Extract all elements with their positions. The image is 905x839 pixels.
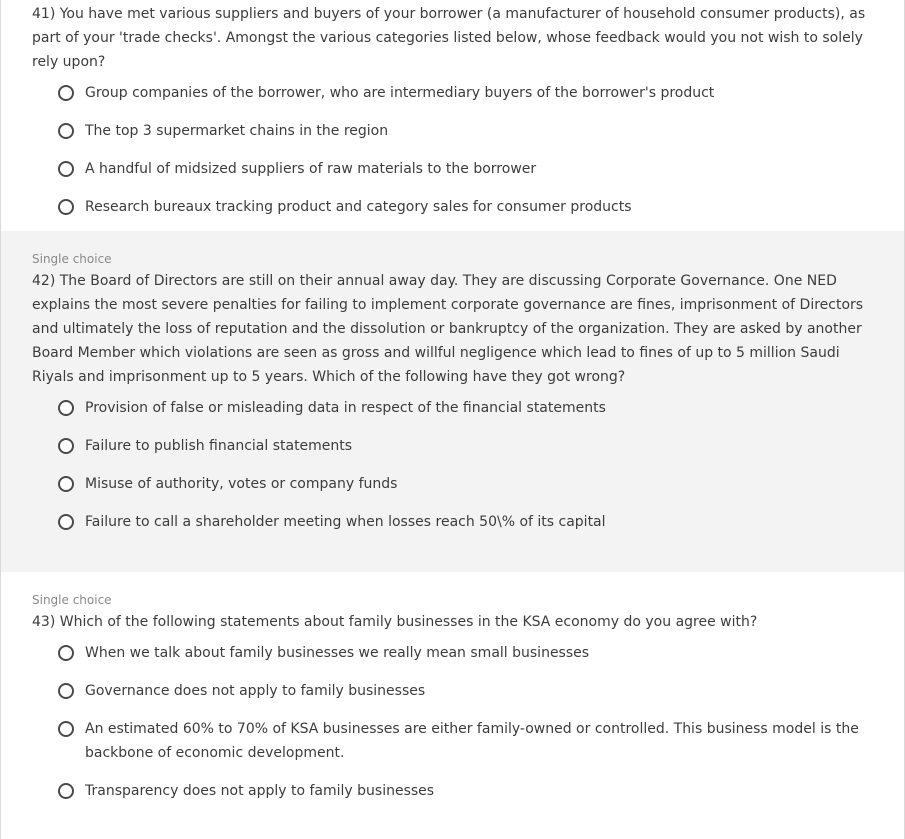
radio-button[interactable] (58, 683, 74, 699)
radio-button[interactable] (58, 721, 74, 737)
answer-options (32, 641, 874, 803)
radio-button[interactable] (58, 645, 74, 661)
radio-button[interactable] (58, 438, 74, 454)
answer-option[interactable] (32, 717, 874, 765)
question-text: 42) The Board of Directors are still on their annual away day. They are discussing Corporate Governance. One NED explains the most severe penalties for failing to implement corporate governance are fines, imprisonment of Directors and ultimately the loss of reputation and the dissolution or bankruptcy of the organization. They are asked by another Board Member which violations are seen as gross and willful negligence which lead to fines of up to 5 million Saudi Riyals and imprisonment up to 5 years. Which of the following have they got wrong? (32, 273, 864, 385)
answer-option[interactable] (32, 510, 874, 534)
question-type-label: Single choice (32, 252, 112, 266)
radio-button[interactable] (58, 85, 74, 101)
answer-option[interactable] (32, 779, 874, 803)
question-41 (1, 0, 904, 231)
radio-button[interactable] (58, 400, 74, 416)
question-text: 43) Which of the following statements about family businesses in the KSA economy do you agree with? (32, 614, 758, 630)
question-type-label: Single choice (32, 593, 112, 607)
answer-options (32, 396, 874, 534)
answer-option[interactable] (32, 472, 874, 496)
option-label: Failure to call a shareholder meeting when losses reach 50\% of its capital (85, 514, 606, 530)
option-label: Failure to publish financial statements (85, 438, 353, 454)
question-text: 41) You have met various suppliers and buyers of your borrower (a manufacturer of household consumer products), as part of your 'trade checks'. Amongst the various categories listed below, whose feedback would you not wish to solely rely upon? (32, 6, 866, 70)
answer-option[interactable] (32, 195, 874, 219)
option-label: Transparency does not apply to family businesses (85, 783, 435, 799)
option-label: Research bureaux tracking product and category sales for consumer products (85, 199, 632, 215)
option-label: An estimated 60% to 70% of KSA businesses are either family-owned or controlled. This business model is the backbone of economic development. (85, 721, 859, 761)
radio-button[interactable] (58, 514, 74, 530)
radio-button[interactable] (58, 161, 74, 177)
radio-button[interactable] (58, 123, 74, 139)
answer-option[interactable] (32, 641, 874, 665)
option-label: Misuse of authority, votes or company funds (85, 476, 398, 492)
answer-option[interactable] (32, 119, 874, 143)
option-label: When we talk about family businesses we really mean small businesses (85, 645, 590, 661)
question-42 (1, 231, 904, 572)
answer-option[interactable] (32, 396, 874, 420)
radio-button[interactable] (58, 783, 74, 799)
option-label: Governance does not apply to family businesses (85, 683, 426, 699)
option-label: A handful of midsized suppliers of raw materials to the borrower (85, 161, 537, 177)
option-label: Provision of false or misleading data in respect of the financial statements (85, 400, 606, 416)
answer-options (32, 81, 874, 219)
answer-option[interactable] (32, 157, 874, 181)
question-43 (1, 572, 904, 839)
radio-button[interactable] (58, 199, 74, 215)
answer-option[interactable] (32, 679, 874, 703)
option-label: Group companies of the borrower, who are intermediary buyers of the borrower's product (85, 85, 715, 101)
radio-button[interactable] (58, 476, 74, 492)
option-label: The top 3 supermarket chains in the region (85, 123, 389, 139)
answer-option[interactable] (32, 81, 874, 105)
answer-option[interactable] (32, 434, 874, 458)
